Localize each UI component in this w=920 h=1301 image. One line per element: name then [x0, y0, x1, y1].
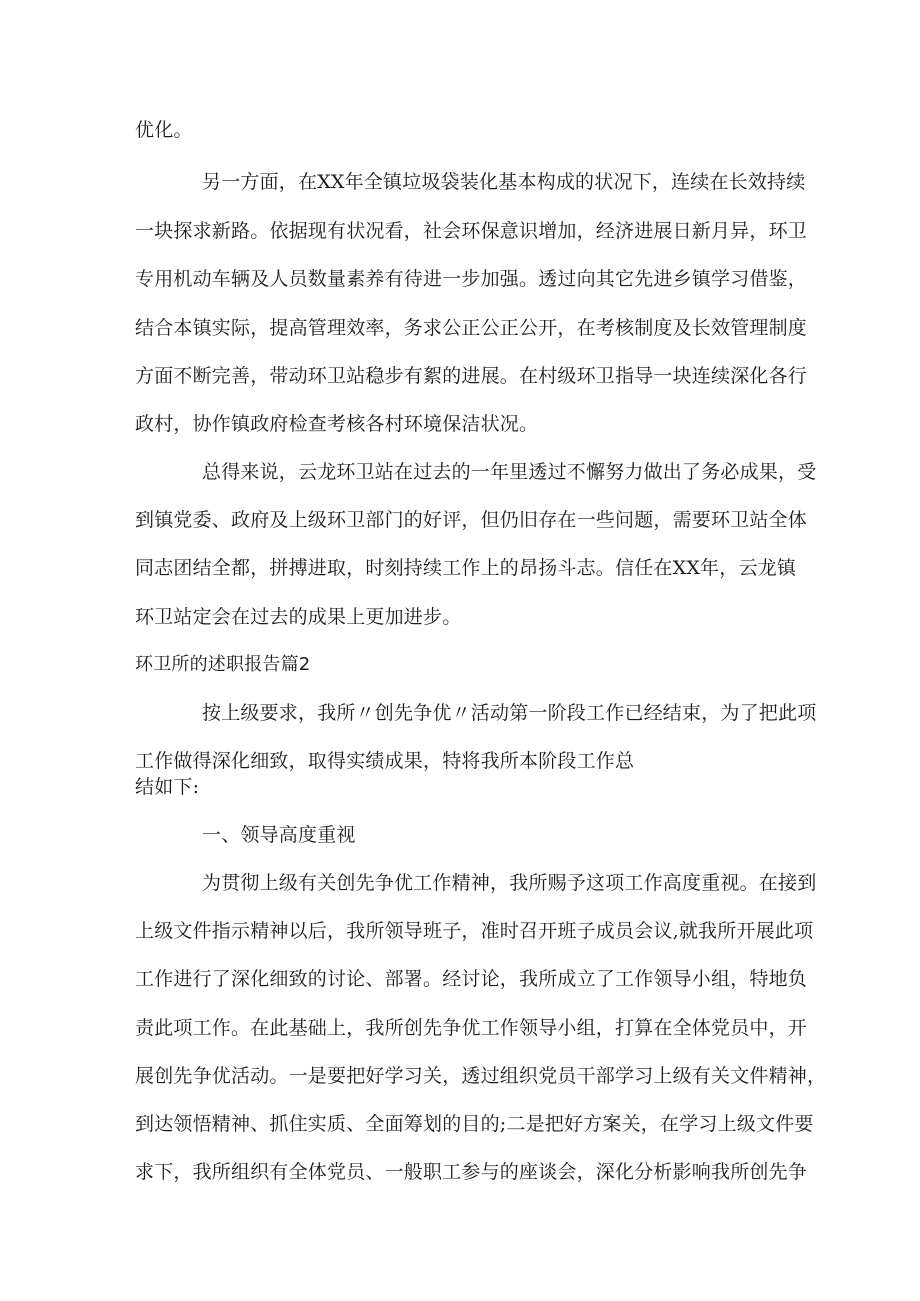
- text-line: 方面不断完善，带动环卫站稳步有絮的进展。在村级环卫指导一块连续深化各行: [135, 365, 808, 387]
- text-line: 一块探求新路。依据现有状况看，社会环保意识增加，经济进展日新月异，环卫: [135, 220, 808, 242]
- text-line: 展创先争优活动。一是要把好学习关，透过组织党员干部学习上级有关文件精神，: [135, 1065, 827, 1087]
- paragraph-start-line: 为贯彻上级有关创先争优工作精神，我所赐予这项工作高度重视。在接到: [202, 872, 817, 894]
- text-line: 求下，我所组织有全体党员、一般职工参与的座谈会，深化分析影响我所创先争: [135, 1161, 808, 1183]
- paragraph-start-line: 总得来说，云龙环卫站在过去的一年里透过不懈努力做出了务必成果，受: [202, 461, 817, 483]
- text-line: 工作做得深化细致，取得实绩成果，特将我所本阶段工作总: [135, 750, 635, 772]
- text-line: 同志团结全都，拼搏进取，时刻持续工作上的昂扬斗志。信任在XX年，云龙镇: [135, 557, 797, 579]
- text-line: 上级文件指示精神以后，我所领导班子，准时召开班子成员会议,就我所开展此项: [135, 920, 814, 942]
- text-line: 环卫站定会在过去的成果上更加进步。: [135, 606, 462, 628]
- text-line: 责此项工作。在此基础上，我所创先争优工作领导小组，打算在全体党员中，开: [135, 1017, 808, 1039]
- section-heading: 环卫所的述职报告篇2: [135, 654, 311, 675]
- text-line: 结合本镇实际，提高管理效率，务求公正公正公开，在考核制度及长效管理制度: [135, 317, 808, 339]
- text-line: 政村，协作镇政府检查考核各村环境保洁状况。: [135, 413, 539, 435]
- text-line: 专用机动车辆及人员数量素养有待进一步加强。透过向其它先进乡镇学习借鉴，: [135, 268, 808, 290]
- paragraph-start-line: 另一方面，在XX年全镇垃圾袋装化基本构成的状况下，连续在长效持续: [202, 171, 806, 193]
- text-line: 结如下:: [135, 776, 200, 798]
- text-line: 到镇党委、政府及上级环卫部门的好评，但仍旧存在一些问题，需要环卫站全体: [135, 509, 808, 531]
- subheading: 一、领导高度重视: [202, 824, 356, 846]
- text-line: 工作进行了深化细致的讨论、部署。经讨论，我所成立了工作领导小组，特地负: [135, 968, 808, 990]
- text-line: 优化。: [135, 119, 193, 141]
- paragraph-start-line: 按上级要求，我所〃创先争优〃活动第一阶段工作已经结束，为了把此项: [202, 702, 817, 724]
- text-line: 到达领悟精神、抓住实质、全面筹划的目的;二是把好方案关，在学习上级文件要: [135, 1113, 814, 1135]
